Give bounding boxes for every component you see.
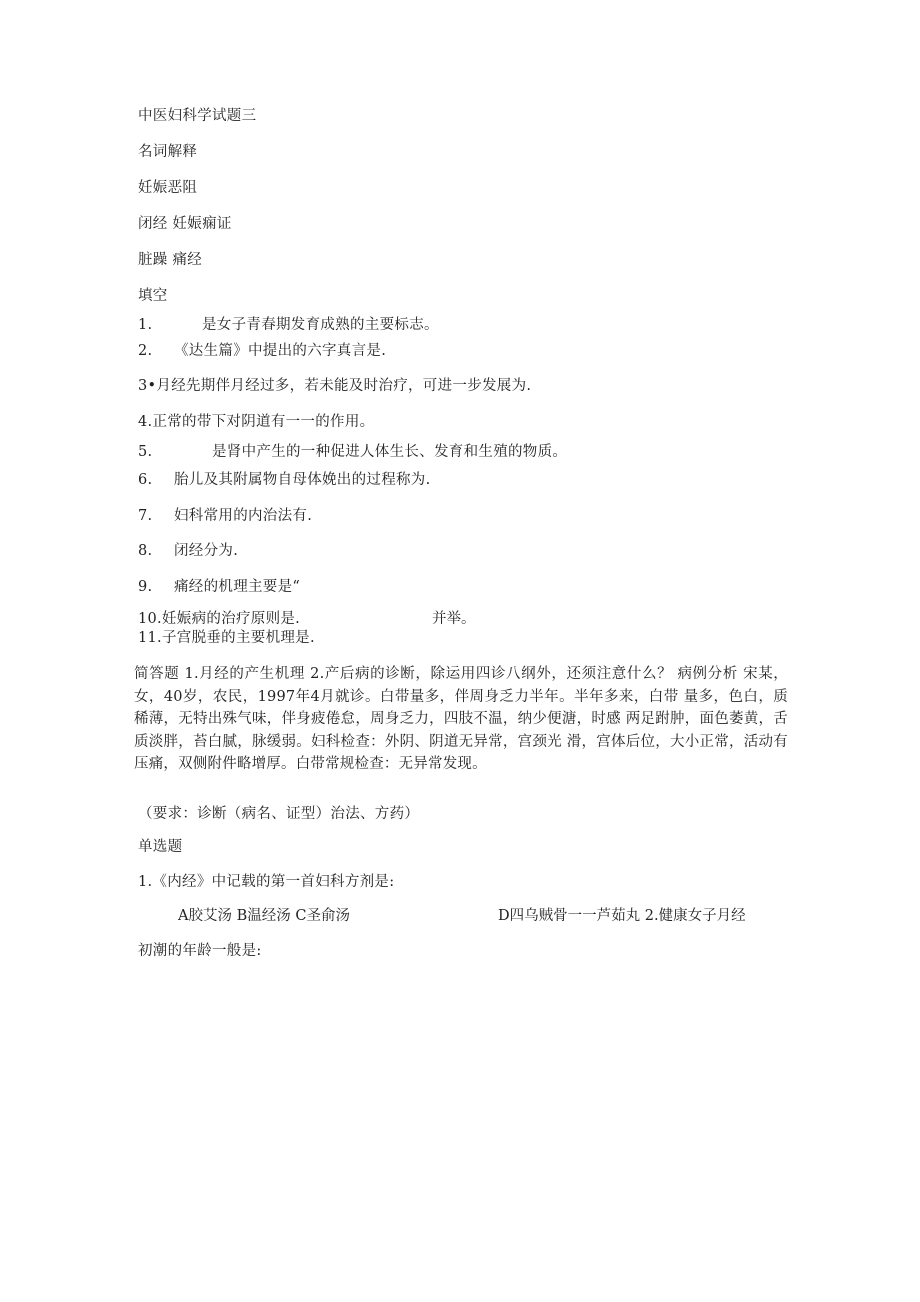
fill-item-number: 9. — [138, 579, 153, 595]
fill-item-number: 3• — [138, 378, 157, 394]
fill-item-10 — [138, 609, 300, 629]
fill-item-3 — [138, 376, 531, 396]
fill-item-9 — [138, 577, 300, 597]
terms-line-2: 闭经 妊娠痫证 — [138, 216, 232, 232]
fill-item-number: 7. — [138, 508, 153, 524]
single-choice-q1-options-right: D四乌贼骨一一芦茹丸 2.健康女子月经 — [498, 908, 746, 924]
fill-item-text: 是女子青春期发育成熟的主要标志。 — [202, 317, 439, 333]
fill-item-text: 月经先期伴月经过多，若未能及时治疗，可进一步发展为. — [156, 378, 532, 394]
terms-line-1: 妊娠恶阻 — [138, 180, 198, 196]
fill-item-7 — [138, 506, 312, 526]
short-answer-paragraph: 简答题 1.月经的产生机理 2.产后病的诊断，除运用四诊八纲外，还须注意什么？ 病例分析 宋某，女，40岁，农民，1997年4月就诊。白带量多，伴周身乏力半年。半年多来，白带 量多，色白，质稀薄，无特出殊气味，伴身疲倦怠，周身乏力，四肢不温，纳少便溏，时感 两足跗肿，面色萎黄，舌质淡胖，苔白腻，脉缓弱。妇科检查：外阴、阴道无异常，宫颈光 滑，宫体后位，大小正常，活动有压痛，双侧附件略增厚。白带常规检查：无异常发现。 — [134, 666, 788, 772]
terms-line-3: 脏躁 痛经 — [138, 252, 203, 268]
fill-item-text: 是肾中产生的一种促进人体生长、发育和生殖的物质。 — [212, 444, 568, 460]
fill-item-number: 8. — [138, 543, 153, 559]
requirement-note: （要求：诊断（病名、证型）治法、方药） — [138, 806, 420, 822]
fill-item-text: 妊娠病的治疗原则是. — [161, 611, 301, 627]
document-title: 中医妇科学试题三 — [138, 108, 257, 124]
fill-item-text: 闭经分为. — [174, 543, 239, 559]
fill-item-text: 《达生篇》中提出的六字真言是. — [174, 343, 387, 359]
fill-item-11 — [138, 628, 315, 648]
fill-item-number: 6. — [138, 472, 153, 488]
fill-item-text: 正常的带下对阴道有一一的作用。 — [152, 414, 375, 430]
fill-item-text: 胎儿及其附属物自母体娩出的过程称为. — [174, 472, 431, 488]
fill-item-number: 10. — [138, 611, 162, 627]
fill-item-number: 5. — [138, 444, 153, 460]
fill-item-4 — [138, 412, 374, 432]
fill-item-number: 2. — [138, 343, 153, 359]
terms-heading: 名词解释 — [138, 144, 198, 160]
fill-item-number: 11. — [138, 630, 162, 646]
fill-item-text: 痛经的机理主要是“ — [174, 579, 301, 595]
fill-item-1 — [138, 315, 439, 335]
fill-item-text: 妇科常用的内治法有. — [174, 508, 313, 524]
single-choice-heading: 单选题 — [138, 839, 183, 855]
fill-item-number: 1. — [138, 317, 153, 333]
single-choice-q1: 1.《内经》中记载的第一首妇科方剂是: — [138, 874, 395, 890]
single-choice-q1-options-left: A胶艾汤 B温经汤 C圣俞汤 — [178, 908, 350, 924]
single-choice-q2-continuation: 初潮的年龄一般是: — [138, 943, 262, 959]
fill-item-text: 子宫脱垂的主要机理是. — [161, 630, 315, 646]
fill-item-number: 4. — [138, 414, 153, 430]
fill-item-10-tail: 并举。 — [432, 611, 476, 627]
fill-item-2 — [138, 341, 386, 361]
fill-item-6 — [138, 470, 431, 490]
fill-heading: 填空 — [138, 288, 168, 304]
fill-item-5 — [138, 442, 567, 462]
fill-item-8 — [138, 541, 238, 561]
